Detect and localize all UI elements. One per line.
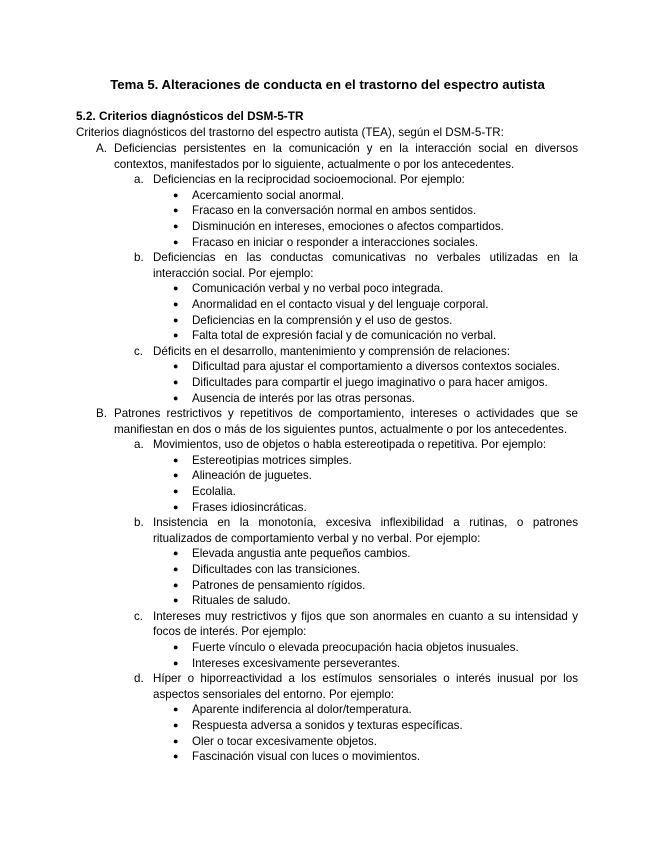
- bullet-item: [76, 578, 578, 594]
- bullet-item-text: Ecolalia.: [192, 485, 236, 499]
- bullet-item: [76, 188, 578, 204]
- bullet-item-marker: ●: [173, 642, 179, 652]
- subcriterion-text: Insistencia en la monotonía, excesiva inflexibilidad a rutinas, o patrones ritualizados de comportamiento verbal y no verbal. Por ejemplo:: [153, 516, 578, 545]
- bullet-item-text: Respuesta adversa a sonidos y texturas específicas.: [192, 718, 463, 732]
- bullet-item: [76, 656, 578, 672]
- subcriterion-text: Intereses muy restrictivos y fijos que son anormales en cuanto a su intensidad y focos de interés. Por ejemplo:: [153, 609, 578, 639]
- subcriterion-text: Deficiencias en las conductas comunicativas no verbales utilizadas en la interacción social. Por ejemplo:: [153, 251, 578, 280]
- bullet-item-marker: ●: [173, 657, 179, 668]
- subcriterion-marker: b.: [134, 251, 144, 265]
- bullet-item: [76, 328, 578, 344]
- subcriterion: [76, 250, 578, 281]
- bullet-item-text: Anormalidad en el contacto visual y del lenguaje corporal.: [192, 297, 489, 311]
- bullet-item: [76, 391, 578, 407]
- bullet-item-marker: ●: [173, 548, 179, 559]
- bullet-item: [76, 484, 578, 500]
- criterion-a-marker: A.: [96, 142, 107, 155]
- subcriterion: [76, 172, 578, 188]
- intro-paragraph: Criterios diagnósticos del trastorno del espectro autista (TEA), según el DSM-5-TR:: [76, 126, 504, 139]
- bullet-item-marker: ●: [173, 220, 179, 231]
- bullet-item-text: Falta total de expresión facial y de comunicación no verbal.: [192, 329, 497, 343]
- subcriterion: [76, 609, 578, 640]
- criterion-b: [76, 406, 578, 437]
- bullet-item-text: Dificultades con las transiciones.: [192, 563, 361, 577]
- bullet-item-marker: ●: [173, 314, 179, 325]
- bullet-item: [76, 702, 578, 718]
- bullet-item-text: Disminución en intereses, emociones o afectos compartidos.: [192, 219, 504, 233]
- bullet-item-text: Rituales de saludo.: [192, 594, 291, 608]
- bullet-item-text: Patrones de pensamiento rígidos.: [192, 578, 366, 592]
- bullet-item: [76, 235, 578, 251]
- bullet-item: [76, 718, 578, 734]
- bullet-item-text: Acercamiento social anormal.: [192, 188, 345, 202]
- bullet-item-marker: ●: [173, 330, 179, 341]
- bullet-item: [76, 734, 578, 750]
- subcriterion-text: Movimientos, uso de objetos o habla estereotipada o repetitiva. Por ejemplo:: [153, 438, 547, 452]
- subcriterion: [76, 437, 578, 453]
- subcriterion: [76, 515, 578, 546]
- subcriterion-marker: d.: [134, 672, 144, 686]
- bullet-item-text: Ausencia de interés por las otras personas.: [192, 391, 415, 405]
- subcriterion-marker: c.: [134, 609, 144, 623]
- bullet-item-marker: ●: [173, 751, 179, 762]
- bullet-item-marker: ●: [173, 470, 179, 481]
- bullet-item: [76, 359, 578, 375]
- subcriterion: [76, 671, 578, 702]
- subcriterion-text: Híper o hiporreactividad a los estímulos sensoriales o interés inusual por los aspectos sensoriales del entorno. Por ejemplo:: [153, 672, 578, 701]
- bullet-item-text: Alineación de juguetes.: [192, 469, 312, 483]
- bullet-item-text: Intereses excesivamente perseverantes.: [192, 656, 401, 670]
- subcriterion-marker: c.: [134, 344, 144, 358]
- subcriterion-marker: a.: [134, 438, 144, 452]
- subcriterion-text: Deficiencias en la reciprocidad socioemocional. Por ejemplo:: [153, 173, 465, 187]
- bullet-item-text: Fracaso en iniciar o responder a interacciones sociales.: [192, 235, 479, 249]
- bullet-item-text: Dificultades para compartir el juego imaginativo o para hacer amigos.: [192, 375, 548, 389]
- bullet-item-text: Deficiencias en la comprensión y el uso de gestos.: [192, 313, 453, 327]
- bullet-item-text: Elevada angustia ante pequeños cambios.: [192, 547, 411, 561]
- criteria-list: [76, 141, 578, 765]
- bullet-item-text: Fuerte vínculo o elevada preocupación hacia objetos inusuales.: [192, 641, 519, 654]
- bullet-item-text: Comunicación verbal y no verbal poco integrada.: [192, 282, 444, 296]
- bullet-item-marker: ●: [173, 719, 179, 730]
- bullet-item-text: Fascinación visual con luces o movimientos.: [192, 750, 421, 764]
- bullet-item-marker: ●: [173, 454, 179, 465]
- bullet-item: [76, 468, 578, 484]
- criterion-a-text: Deficiencias persistentes en la comunicación y en la interacción social en diversos contextos, manifestados por lo siguiente, actualmente o por los antecedentes.: [114, 142, 578, 171]
- criterion-b-marker: B.: [96, 407, 107, 421]
- bullet-item: [76, 749, 578, 765]
- subcriterion-text: Déficits en el desarrollo, mantenimiento y comprensión de relaciones:: [153, 344, 511, 358]
- bullet-item-text: Oler o tocar excesivamente objetos.: [192, 734, 377, 748]
- bullet-item-marker: ●: [173, 283, 179, 294]
- criterion-a: [76, 141, 578, 172]
- document-title: Tema 5. Alteraciones de conducta en el trastorno del espectro autista: [110, 77, 545, 92]
- bullet-item: [76, 593, 578, 609]
- section-heading: 5.2. Criterios diagnósticos del DSM-5-TR: [76, 109, 304, 123]
- bullet-item: [76, 640, 578, 656]
- bullet-item: [76, 219, 578, 235]
- bullet-item-marker: ●: [173, 205, 179, 216]
- bullet-item-marker: ●: [173, 704, 179, 715]
- bullet-item: [76, 562, 578, 578]
- bullet-item-marker: ●: [173, 298, 179, 309]
- bullet-item-text: Fracaso en la conversación normal en ambos sentidos.: [192, 204, 477, 218]
- bullet-item: [76, 313, 578, 329]
- bullet-item-marker: ●: [173, 376, 179, 387]
- bullet-item: [76, 453, 578, 469]
- bullet-item-marker: ●: [173, 361, 179, 372]
- bullet-item-text: Frases idiosincráticas.: [192, 500, 307, 514]
- bullet-item-marker: ●: [173, 579, 179, 590]
- bullet-item-text: Estereotipias motrices simples.: [192, 453, 352, 467]
- bullet-item-text: Aparente indiferencia al dolor/temperatura.: [192, 703, 412, 717]
- bullet-item-marker: ●: [173, 189, 179, 200]
- bullet-item: [76, 297, 578, 313]
- bullet-item-marker: ●: [173, 392, 179, 403]
- criterion-b-text: Patrones restrictivos y repetitivos de comportamiento, intereses o actividades que se manifiestan en dos o más de los siguientes puntos, actualmente o por los antecedentes.: [114, 407, 578, 436]
- bullet-item-marker: ●: [173, 564, 179, 575]
- subcriterion-marker: a.: [134, 173, 144, 187]
- bullet-item: [76, 203, 578, 219]
- bullet-item-marker: ●: [173, 486, 179, 497]
- bullet-item-marker: ●: [173, 595, 179, 606]
- bullet-item-marker: ●: [173, 501, 179, 512]
- bullet-item: [76, 375, 578, 391]
- bullet-item-marker: ●: [173, 735, 179, 746]
- bullet-item: [76, 546, 578, 562]
- subcriterion-marker: b.: [134, 516, 144, 530]
- bullet-item: [76, 500, 578, 516]
- subcriterion: [76, 344, 578, 360]
- bullet-item: [76, 281, 578, 297]
- bullet-item-marker: ●: [173, 236, 179, 247]
- bullet-item-text: Dificultad para ajustar el comportamiento a diversos contextos sociales.: [192, 360, 560, 374]
